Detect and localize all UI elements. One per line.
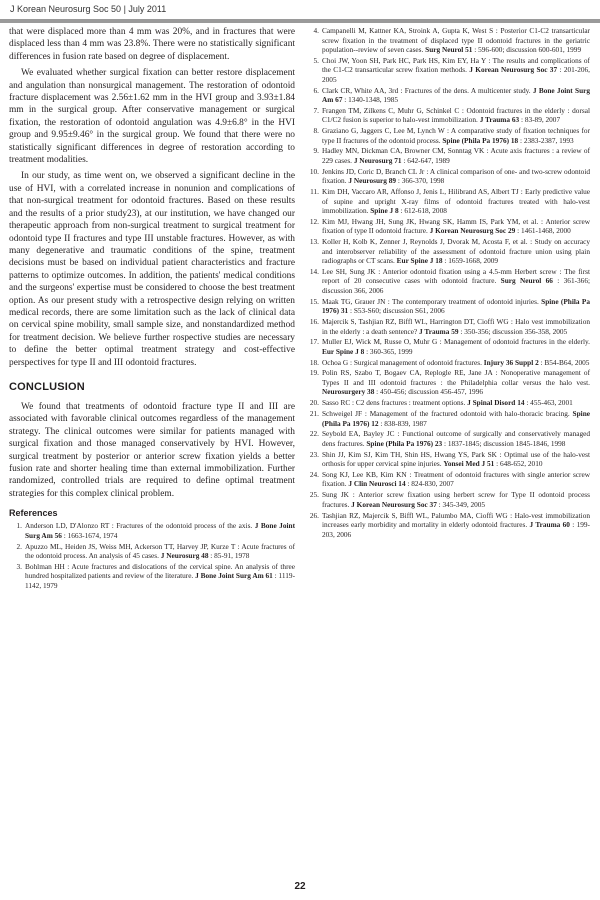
reference-journal: J Neurosurg 71 bbox=[353, 155, 402, 165]
reference-item bbox=[306, 490, 590, 509]
conclusion-paragraph: We found that treatments of odontoid fracture type II and III are associated with favorable clinical outcomes regardless of the management strategy. The clinical outcomes were similar for patients managed with surgical fixation and those managed conservatively by HVI. However, surgical treatment by posterior or anterior screw fixation yields a better fusion rate and shorter healing time than external immobilization. Further randomized, controlled trials are required to define optimal treatment strategies for this complex clinical problem. bbox=[9, 401, 295, 499]
reference-number: 13. bbox=[309, 237, 319, 247]
reference-item bbox=[9, 562, 295, 591]
reference-number: 26. bbox=[309, 510, 319, 520]
reference-text: Sung JK : Anterior screw fixation using herbert screw for Type II odontoid process fractures. J Korean Neurosurg Soc 37 : 345-349, 2005 bbox=[322, 490, 590, 509]
reference-journal: Spine (Phila Pa 1976) 23 bbox=[366, 438, 443, 448]
reference-journal: Yonsei Med J 51 bbox=[443, 459, 495, 469]
reference-journal: J Korean Neurosurg Soc 37 bbox=[469, 65, 558, 75]
reference-text: Kim MJ, Hwang JH, Sung JK, Hwang SK, Hamm IS, Park YM, et al. : Anterior screw fixation of type II odontoid fracture. J Korean Neurosurg Soc 29 : 1461-1468, 2000 bbox=[322, 216, 590, 236]
page-number: 22 bbox=[294, 881, 306, 892]
left-column bbox=[9, 26, 295, 592]
reference-text: Sasso RC : C2 dens fractures : treatment options. J Spinal Disord 14 : 455-463, 2001 bbox=[322, 398, 573, 408]
reference-number: 4. bbox=[313, 26, 319, 35]
reference-number: 12. bbox=[309, 216, 319, 226]
reference-journal: Spine (Phila Pa 1976) 31 bbox=[322, 296, 591, 316]
reference-item bbox=[306, 26, 590, 55]
reference-text: Jenkins JD, Coric D, Branch CL Jr : A clinical comparison of one- and two-screw odontoid fixation. J Neurosurg 89 : 366-370, 1998 bbox=[322, 166, 590, 186]
reference-text: Shin JJ, Kim SJ, Kim TH, Shin HS, Hwang YS, Park SK : Optimal use of the halo-vest orthosis for upper cervical spine injuries. Yonsei Med J 51 : 648-652, 2010 bbox=[322, 449, 590, 469]
reference-journal: J Bone Joint Surg Am 56 bbox=[25, 521, 295, 540]
reference-list-right bbox=[306, 26, 590, 539]
reference-number: 18. bbox=[309, 357, 319, 367]
reference-number: 8. bbox=[313, 126, 319, 136]
reference-item bbox=[306, 358, 590, 368]
reference-text: Choi JW, Yoon SH, Park HC, Park HS, Kim EY, Ha Y : The results and complications of the C1-C2 transarticular screw fixation methods. J Korean Neurosurg Soc 37 : 201-206, 2005 bbox=[322, 55, 591, 84]
reference-number: 10. bbox=[309, 166, 319, 176]
reference-number: 19. bbox=[309, 368, 319, 378]
reference-item bbox=[306, 429, 590, 448]
reference-item bbox=[9, 542, 295, 561]
reference-journal: Surg Neurol 66 bbox=[500, 276, 553, 286]
reference-journal: J Bone Joint Surg Am 67 bbox=[322, 85, 591, 105]
reference-number: 16. bbox=[309, 317, 319, 327]
reference-item bbox=[306, 511, 590, 540]
reference-item bbox=[306, 398, 590, 408]
right-column bbox=[306, 26, 590, 540]
reference-journal: J Trauma 59 bbox=[419, 326, 459, 336]
reference-journal: Surg Neurol 51 bbox=[425, 45, 473, 54]
reference-item bbox=[306, 337, 590, 356]
reference-number: 25. bbox=[309, 490, 319, 500]
reference-number: 14. bbox=[309, 266, 319, 276]
reference-item bbox=[306, 317, 590, 336]
reference-journal: Eur Spine J 8 bbox=[322, 346, 365, 356]
reference-item bbox=[306, 126, 590, 145]
reference-text: Campanelli M, Kattner KA, Stroink A, Gupta K, West S : Posterior C1-C2 transarticular screw fixation in the treatment of displaced type II odontoid fractures in the geriatric population--review of seven cases. Surg Neurol 51 : 596-600; discussion 600-601, 1999 bbox=[322, 26, 590, 54]
reference-item bbox=[306, 237, 590, 266]
reference-journal: J Trauma 63 bbox=[479, 115, 520, 125]
reference-text: Seybold EA, Bayley JC : Functional outcome of surgically and conservatively managed dens fractures. Spine (Phila Pa 1976) 23 : 1837-1845; discussion 1845-1846, 1998 bbox=[322, 429, 590, 448]
body-paragraph: that were displaced more than 4 mm was 20%, and in fractures that were displaced less than 4 mm was 23.8%. There were no statistically significant differences in fusion rate based on degree of displacement. bbox=[9, 27, 295, 62]
body-paragraph: In our study, as time went on, we observed a significant decline in the use of HVI, with a correlated increase in nonunion and complications of that non-surgical treatment for odontoid fractures. Based on these results and the results of a prior study23), at our institution, we have changed our therapeutic approach from non-surgical treatment to surgical treatment for odontoid type II fractures and type III unstable fractures. However, as with many degenerative and traumatic conditions of the spine, treatment decisions must be based on individual patient characteristics and fracture patterns to optimize outcomes. In addition, the patients' medical conditions and the surgeons' expertise must be considered to choose the best treatment option. As our present study with a retrospective design relying on written medical records, there are some limitation such as the lack of clinical data on cervical spine mobility, small sample size, and nonstandardized method for treatment decision. We believe further rospective studies are necessary to define the better optimal treatment strategy and cost-effective perspectives for type II and III odontoid fractures. bbox=[9, 171, 295, 368]
reference-number: 23. bbox=[309, 449, 319, 459]
reference-text: Maak TG, Grauer JN : The contemporary treatment of odontoid injuries. Spine (Phila Pa 1976) 31 : S53-S60; discussion S61, 2006 bbox=[322, 296, 591, 316]
reference-text: Clark CR, White AA, 3rd : Fractures of the dens. A multicenter study. J Bone Joint Surg Am 67 : 1340-1348, 1985 bbox=[322, 85, 591, 105]
reference-journal: Injury 36 Suppl 2 bbox=[483, 357, 539, 367]
reference-journal: Spine (Phila Pa 1976) 12 bbox=[322, 409, 590, 428]
reference-text: Tashjian RZ, Majercik S, Biffl WL, Palumbo MA, Cioffi WG : Halo-vest immobilization increases early morbidity and mortality in elderly odontoid fractures. J Trauma 60 : 199-203, 2006 bbox=[322, 510, 590, 539]
reference-number: 11. bbox=[310, 187, 319, 197]
reference-number: 22. bbox=[309, 429, 319, 439]
reference-list-left bbox=[9, 521, 295, 590]
body-text bbox=[9, 26, 295, 369]
reference-journal: J Spinal Disord 14 bbox=[467, 398, 525, 408]
reference-text: Bohlman HH : Acute fractures and dislocations of the cervical spine. An analysis of three hundred hospitalized patients and review of the literature. J Bone Joint Surg Am 61 : 1119-1142, 1979 bbox=[25, 561, 295, 590]
reference-item bbox=[9, 521, 295, 540]
reference-number: 15. bbox=[309, 296, 319, 306]
reference-item bbox=[306, 86, 590, 105]
body-paragraph: We evaluated whether surgical fixation can better restore displacement and angulation than nonsurgical management. The restoration of odontoid fracture displacement was 2.56±1.62 mm in the HVI group and 3.93±1.84 mm in the surgical group. After conservative management or surgical fixation, the restoration of odontoid angulation was 4.9±6.8° in the HVI group and 9.95±9.46° in the surgical group. We found that there were no statistically significant differences in degree of restoration according to treatment modalities. bbox=[9, 68, 295, 166]
reference-journal: Neurosurgery 38 bbox=[322, 387, 375, 397]
running-title: J Korean Neurosurg Soc 50 | July 2011 bbox=[10, 4, 167, 14]
reference-text: Lee SH, Sung JK : Anterior odontoid fixation using a 4.5-mm Herbert screw : The first report of 20 consecutive cases with odontoid fracture. Surg Neurol 66 : 361-366; discussion 366, 2006 bbox=[322, 266, 590, 295]
reference-journal: Spine (Phila Pa 1976) 18 bbox=[442, 135, 519, 145]
references-heading: References bbox=[9, 508, 58, 519]
reference-text: Kim DH, Vaccaro AR, Affonso J, Jenis L, Hilibrand AS, Albert TJ : Early predictive value of supine and upright X-ray films of odontoid fractures treated with halo-vest immobilization. Spine J 8 : 612-618, 2008 bbox=[322, 187, 590, 216]
running-header bbox=[10, 4, 590, 14]
reference-journal: Spine J 8 bbox=[370, 206, 399, 216]
reference-text: Anderson LD, D'Alonzo RT : Fractures of the odontoid process of the axis. J Bone Joint Surg Am 56 : 1663-1674, 1974 bbox=[25, 521, 295, 540]
reference-item bbox=[306, 409, 590, 428]
reference-text: Muller EJ, Wick M, Russe O, Muhr G : Management of odontoid fractures in the elderly. Eur Spine J 8 : 360-365, 1999 bbox=[322, 337, 590, 356]
reference-journal: J Clin Neurosci 14 bbox=[348, 479, 406, 489]
reference-journal: J Korean Neurosurg Soc 29 bbox=[429, 226, 516, 236]
reference-text: Hadley MN, Dickman CA, Browner CM, Sonntag VK : Acute axis fractures : a review of 229 cases. J Neurosurg 71 : 642-647, 1989 bbox=[322, 146, 590, 165]
reference-number: 5. bbox=[313, 55, 319, 65]
reference-item bbox=[306, 146, 590, 165]
reference-item bbox=[306, 470, 590, 489]
reference-text: Graziano G, Jaggers C, Lee M, Lynch W : A comparative study of fixation techniques for type II fractures of the odontoid process. Spine (Phila Pa 1976) 18 : 2383-2387, 1993 bbox=[322, 126, 590, 145]
reference-item bbox=[306, 167, 590, 186]
reference-text: Majercik S, Tashjian RZ, Biffl WL, Harrington DT, Cioffi WG : Halo vest immobilization in the elderly : a death sentence? J Trauma 59 : 350-356; discussion 356-358, 2005 bbox=[322, 317, 590, 336]
reference-item bbox=[306, 297, 590, 316]
reference-item bbox=[306, 106, 590, 125]
reference-item bbox=[306, 368, 590, 397]
reference-journal: J Bone Joint Surg Am 61 bbox=[195, 571, 273, 581]
reference-item bbox=[306, 217, 590, 236]
reference-number: 21. bbox=[309, 409, 319, 419]
reference-text: Frangen TM, Zilkens C, Muhr G, Schinkel C : Odontoid fractures in the elderly : dorsal C1/C2 fusion is superior to halo-vest immobilization. J Trauma 63 : 83-89, 2007 bbox=[322, 105, 590, 125]
conclusion-heading: CONCLUSION bbox=[9, 380, 85, 393]
reference-journal: J Korean Neurosurg Soc 37 bbox=[351, 499, 437, 509]
reference-number: 6. bbox=[313, 85, 319, 95]
reference-text: Koller H, Kolb K, Zenner J, Reynolds J, Dvorak M, Acosta F, et al. : Study on accuracy and interobserver reliability of the assessment of odontoid fracture union using plain radiographs or CT scans. Eur Spine J 18 : 1659-1668, 2009 bbox=[322, 237, 590, 266]
reference-number: 3. bbox=[16, 561, 22, 571]
reference-number: 1. bbox=[16, 521, 22, 531]
reference-number: 20. bbox=[309, 398, 319, 408]
reference-item bbox=[306, 267, 590, 296]
reference-journal: J Neurosurg 48 bbox=[160, 551, 209, 561]
reference-text: Schweigel JF : Management of the fractured odontoid with halo-thoracic bracing. Spine (Phila Pa 1976) 12 : 838-839, 1987 bbox=[322, 409, 590, 428]
reference-text: Apuzzo ML, Heiden JS, Weiss MH, Ackerson TT, Harvey JP, Kurze T : Acute fractures of the odontoid process. An analysis of 45 cases. J Neurosurg 48 : 85-91, 1978 bbox=[25, 541, 295, 561]
reference-number: 24. bbox=[309, 469, 319, 479]
reference-journal: Eur Spine J 18 bbox=[396, 256, 443, 266]
reference-number: 17. bbox=[309, 337, 319, 347]
reference-journal: J Neurosurg 89 bbox=[348, 176, 397, 186]
header-rule bbox=[0, 19, 600, 23]
reference-item bbox=[306, 187, 590, 216]
reference-number: 7. bbox=[313, 105, 319, 115]
reference-text: Polin RS, Szabo T, Bogaev CA, Replogle RE, Jane JA : Nonoperative management of Types II and III odontoid fractures : the Philadelphia collar versus the halo vest. Neurosurgery 38 : 450-456; discussion 456-457, 1996 bbox=[322, 368, 590, 397]
reference-journal: J Trauma 60 bbox=[529, 520, 570, 530]
reference-number: 9. bbox=[313, 146, 319, 156]
reference-text: Song KJ, Lee KB, Kim KN : Treatment of odontoid fractures with single anterior screw fixation. J Clin Neurosci 14 : 824-830, 2007 bbox=[322, 469, 590, 489]
reference-item bbox=[306, 56, 590, 85]
reference-item bbox=[306, 450, 590, 469]
reference-text: Ochoa G : Surgical management of odontoid fractures. Injury 36 Suppl 2 : B54-B64, 2005 bbox=[322, 357, 590, 367]
reference-number: 2. bbox=[16, 541, 22, 551]
